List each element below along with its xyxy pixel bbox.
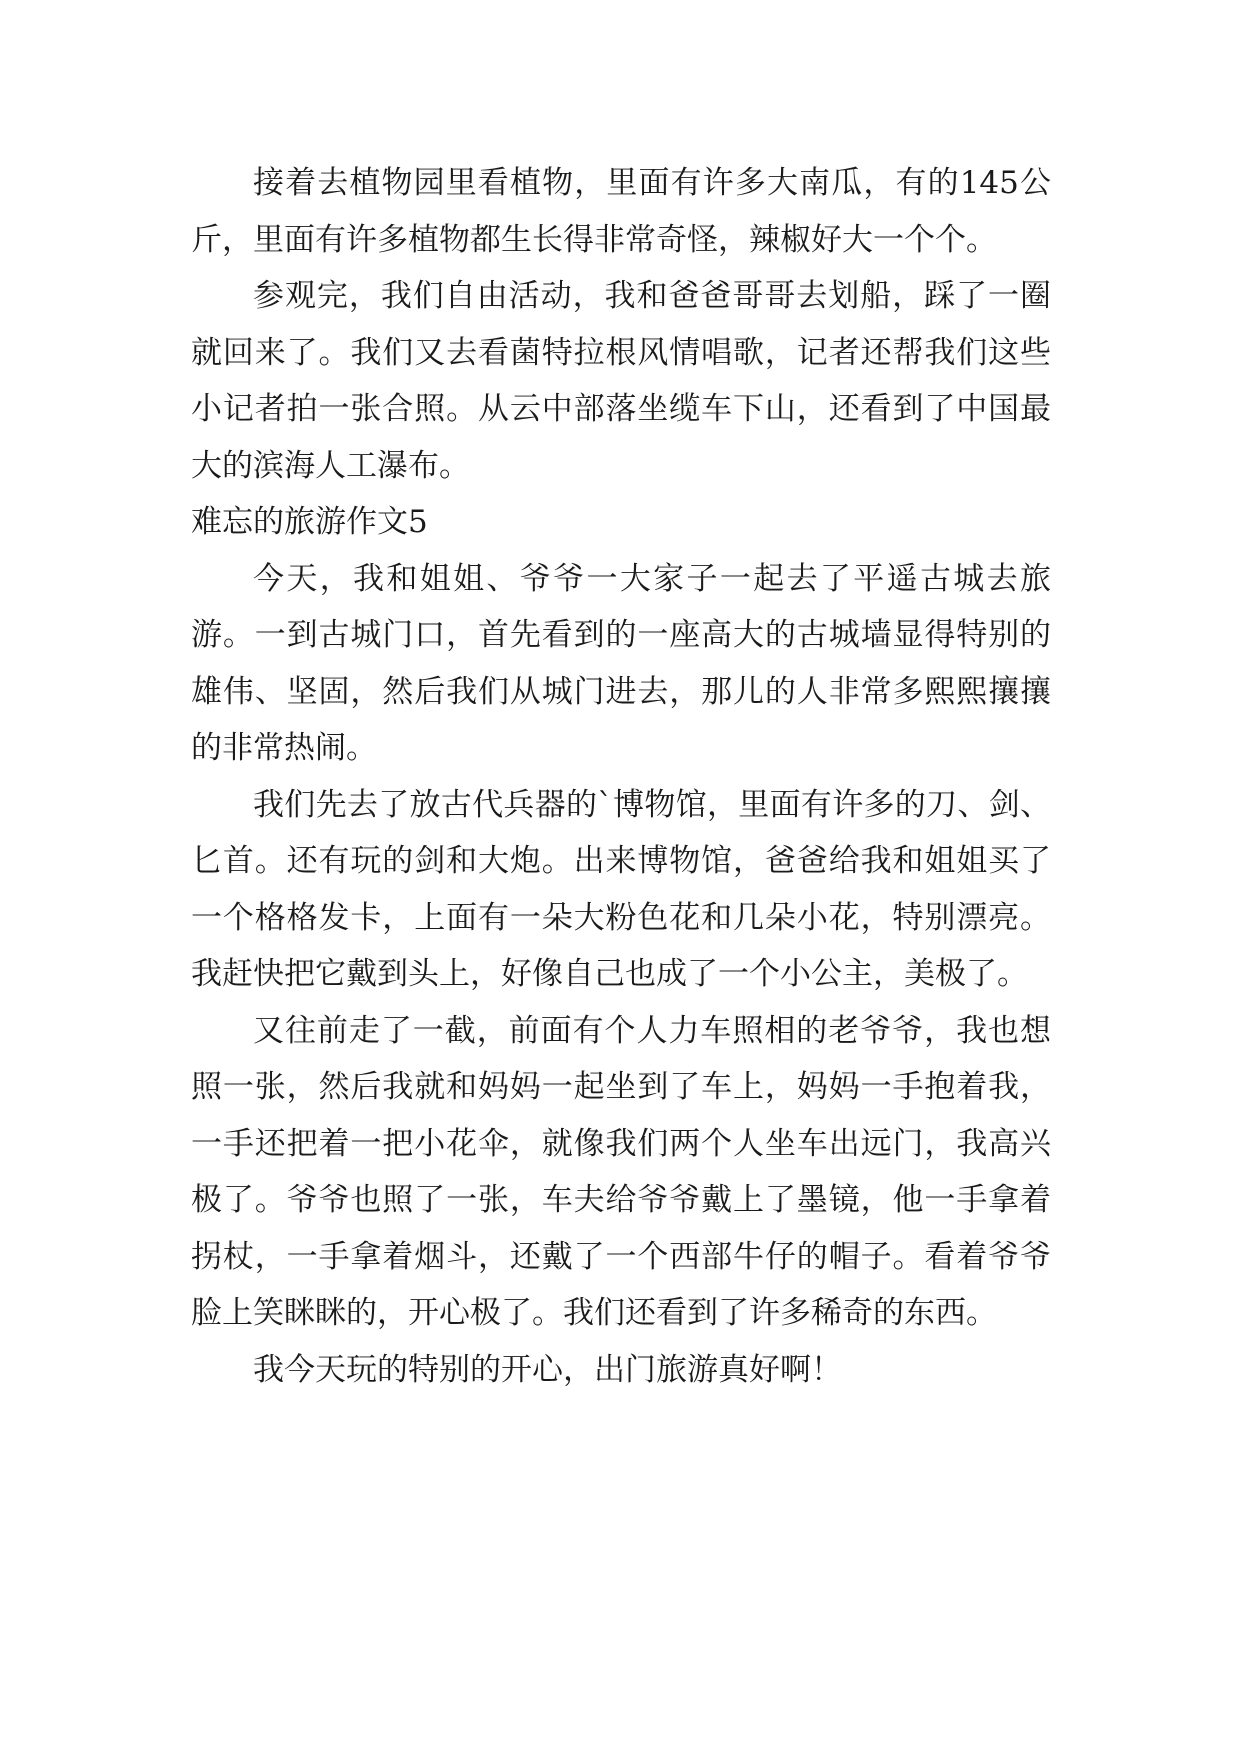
- paragraph-free-activity: 参观完，我们自由活动，我和爸爸哥哥去划船，踩了一圈就回来了。我们又去看菌特拉根风情唱歌，记者还帮我们这些小记者拍一张合照。从云中部落坐缆车下山，还看到了中国最大的滨海人工瀑布。: [191, 278, 1051, 484]
- essay-heading: 难忘的旅游作文5: [191, 504, 428, 540]
- paragraph-museum: 我们先去了放古代兵器的`博物馆，里面有许多的刀、剑、匕首。还有玩的剑和大炮。出来博物馆，爸爸给我和姐姐买了一个格格发卡，上面有一朵大粉色花和几朵小花，特别漂亮。我赶快把它戴到头上，好像自己也成了一个小公主，美极了。: [191, 786, 1051, 992]
- paragraph-pingyao-arrival: 今天，我和姐姐、爷爷一大家子一起去了平遥古城去旅游。一到古城门口，首先看到的一座高大的古城墙显得特别的雄伟、坚固，然后我们从城门进去，那儿的人非常多熙熙攘攘的非常热闹。: [191, 560, 1051, 766]
- paragraph-closing: 我今天玩的特别的开心，出门旅游真好啊！: [253, 1351, 842, 1388]
- document-body: [191, 155, 1051, 1398]
- paragraph-botanical-garden: 接着去植物园里看植物，里面有许多大南瓜，有的145公斤，里面有许多植物都生长得非常奇怪，辣椒好大一个个。: [191, 165, 1051, 258]
- paragraph-rickshaw-photo: 又往前走了一截，前面有个人力车照相的老爷爷，我也想照一张，然后我就和妈妈一起坐到了车上，妈妈一手抱着我，一手还把着一把小花伞，就像我们两个人坐车出远门，我高兴极了。爷爷也照了一张，车夫给爷爷戴上了墨镜，他一手拿着拐杖，一手拿着烟斗，还戴了一个西部牛仔的帽子。看着爷爷脸上笑眯眯的，开心极了。我们还看到了许多稀奇的东西。: [191, 1012, 1051, 1331]
